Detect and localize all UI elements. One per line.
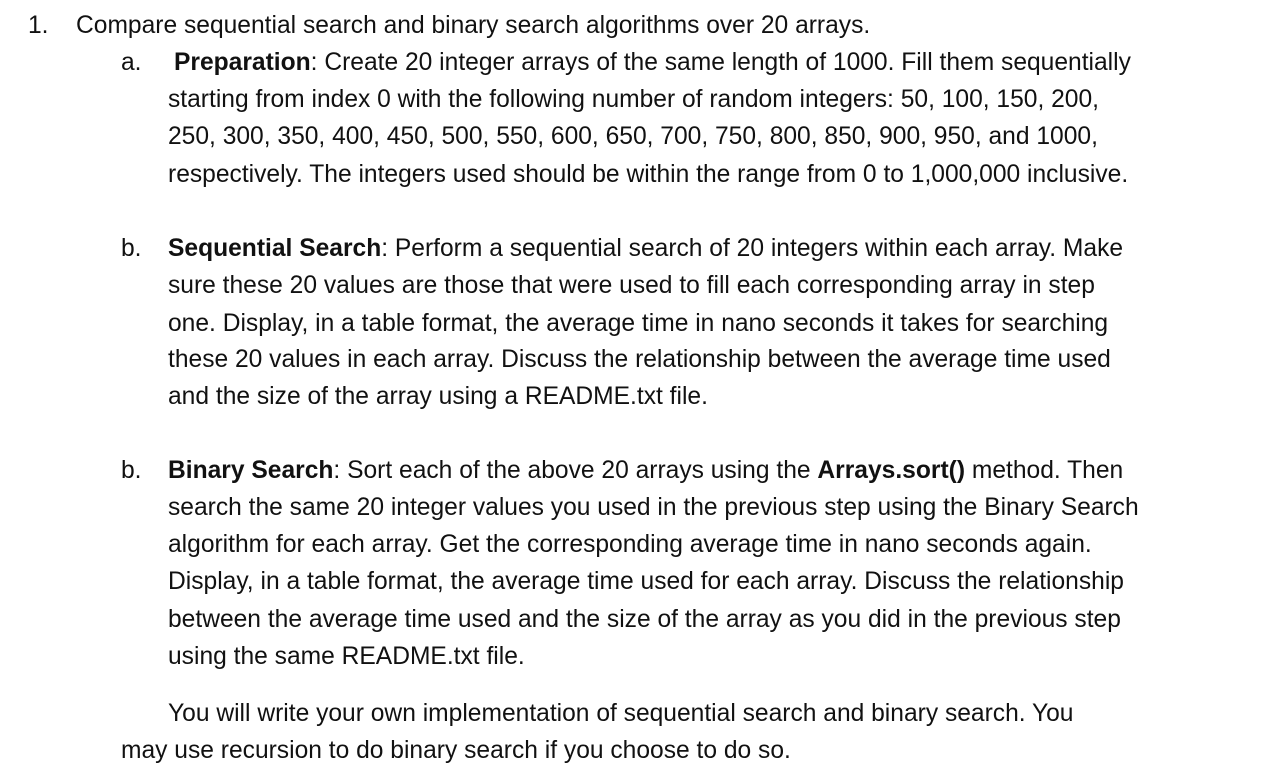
part-b2-label-suffix-end: method. Then <box>965 457 1124 484</box>
part-b2-line: using the same README.txt file. <box>168 643 525 670</box>
part-a-bold-label: Preparation <box>174 49 311 76</box>
part-b-first-line <box>168 234 1123 264</box>
heading: Compare sequential search and binary search algorithms over 20 arrays. <box>76 12 871 39</box>
part-a-line: respectively. The integers used should be within the range from 0 to 1,000,000 inclusive. <box>168 161 1129 188</box>
part-b2-line: search the same 20 integer values you used in the previous step using the Binary Search <box>168 494 1139 521</box>
part-b-marker: b. <box>121 235 142 262</box>
part-a-label-suffix: : Create 20 integer arrays of the same length of 1000. Fill them sequentially <box>310 49 1131 76</box>
part-b-line: one. Display, in a table format, the average time in nano seconds it takes for searching <box>168 310 1109 337</box>
part-b-label-suffix: : Perform a sequential search of 20 integers within each array. Make <box>381 235 1124 262</box>
part-b-line: these 20 values in each array. Discuss the relationship between the average time used <box>168 346 1111 373</box>
closing-line-1: You will write your own implementation of sequential search and binary search. You <box>168 700 1074 727</box>
part-b2-label-suffix: : Sort each of the above 20 arrays using the <box>333 457 818 484</box>
part-b2-bold-label: Binary Search <box>168 457 334 484</box>
part-a-first-line <box>174 48 1131 78</box>
part-a-line: 250, 300, 350, 400, 450, 500, 550, 600, 650, 700, 750, 800, 850, 900, 950, and 1000, <box>168 123 1098 150</box>
item-number: 1. <box>28 12 49 39</box>
part-b2-line: algorithm for each array. Get the corresponding average time in nano seconds again. <box>168 531 1092 558</box>
part-a-marker: a. <box>121 49 142 76</box>
part-b2-first-line <box>168 456 1123 486</box>
part-b2-marker: b. <box>121 457 142 484</box>
part-b-bold-label: Sequential Search <box>168 235 382 262</box>
part-b2-line: between the average time used and the size of the array as you did in the previous step <box>168 606 1121 633</box>
part-b-line: and the size of the array using a README.txt file. <box>168 383 708 410</box>
part-b2-bold-inline: Arrays.sort() <box>817 457 966 484</box>
closing-line-2: may use recursion to do binary search if you choose to do so. <box>121 737 791 764</box>
part-a-line: starting from index 0 with the following number of random integers: 50, 100, 150, 200, <box>168 86 1099 113</box>
part-b2-line: Display, in a table format, the average time used for each array. Discuss the relationship <box>168 568 1124 595</box>
part-b-line: sure these 20 values are those that were used to fill each corresponding array in step <box>168 272 1095 299</box>
